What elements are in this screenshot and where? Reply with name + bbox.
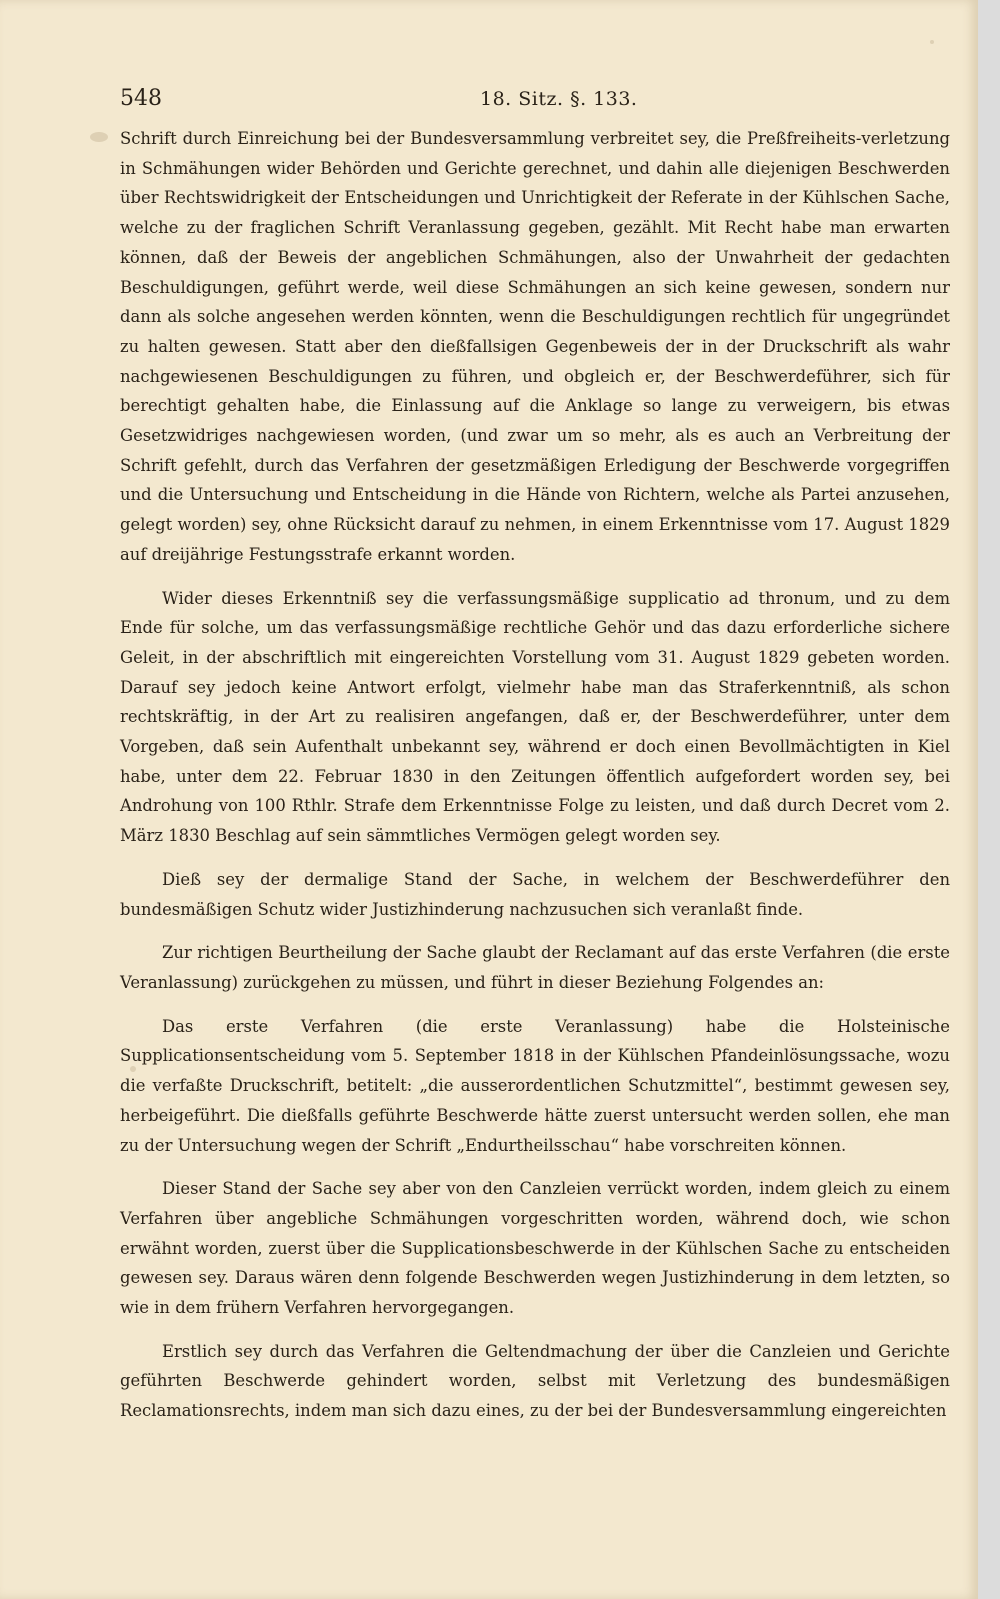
paper-stain — [930, 40, 934, 44]
paragraph: Zur richtigen Beurtheilung der Sache glaubt der Reclamant auf das erste Verfahren (die erste Veranlassung) zurückgehen zu müssen, und führt in dieser Beziehung Folgendes an: — [120, 943, 950, 992]
running-head: 18. Sitz. §. 133. — [480, 88, 638, 110]
scan-margin — [978, 0, 1000, 1599]
paragraph: Erstlich sey durch das Verfahren die Geltendmachung der über die Canzleien und Gerichte geführten Beschwerde gehindert worden, selbst mit Verletzung des bundesmäßigen Reclamationsrechts, indem man sich dazu eines, zu der bei der Bundesversammlung eingereichten — [120, 1341, 950, 1421]
paragraph: Schrift durch Einreichung bei der Bundesversammlung verbreitet sey, die Preßfreiheits-verletzung in Schmähungen wider Behörden und Gerichte gerechnet, und dahin alle diejenigen Beschwerden über Rechtswidrigkeit der Entscheidungen und Unrichtigkeit der Referate in der Kühlschen Sache, welche zu der fraglichen Schrift Veranlassung gegeben, gezählt. Mit Recht habe man erwarten können, daß der Beweis der angeblichen Schmähungen, also der Unwahrheit der gedachten Beschuldigungen, geführt werde, weil diese Schmähungen an sich keine gewesen, sondern nur dann als solche angesehen werden könnten, wenn die Beschuldigungen rechtlich für ungegründet zu halten gewesen. Statt aber den dießfallsigen Gegenbeweis der in der Druckschrift als wahr nachgewiesenen Beschuldigungen zu führen, und obgleich er, der Beschwerdeführer, sich für berechtigt gehalten habe, die Einlassung auf die Anklage so lange zu verweigern, bis etwas Gesetzwidriges nachgewiesen worden, (und zwar um so mehr, als es auch an Verbreitung der Schrift gefehlt, durch das Verfahren der gesetzmäßigen Erledigung der Beschwerde vorgegriffen und die Untersuchung und Entscheidung in die Hände von Richtern, welche als Partei anzusehen, gelegt worden) sey, ohne Rücksicht darauf zu nehmen, in einem Erkenntnisse vom 17. August 1829 auf dreijährige Festungsstrafe erkannt worden. — [120, 129, 950, 564]
paragraph: Das erste Verfahren (die erste Veranlassung) habe die Holsteinische Supplicationsentscheidung vom 5. September 1818 in der Kühlschen Pfandeinlösungssache, wozu die verfaßte Druckschrift, betitelt: „die ausserordentlichen Schutzmittel“, bestimmt gewesen sey, herbeigeführt. Die dießfalls geführte Beschwerde hätte zuerst untersucht werden sollen, ehe man zu der Untersuchung wegen der Schrift „Endurtheilsschau“ habe vorschreiten können. — [120, 1016, 950, 1155]
page-header — [120, 86, 950, 116]
page-number: 548 — [120, 86, 162, 111]
paragraph: Wider dieses Erkenntniß sey die verfassungsmäßige supplicatio ad thronum, und zu dem Ende für solche, um das verfassungsmäßige rechtliche Gehör und das dazu erforderliche sichere Geleit, in der abschriftlich mit eingereichten Vorstellung vom 31. August 1829 gebeten worden. Darauf sey jedoch keine Antwort erfolgt, vielmehr habe man das Straferkenntniß, als schon rechtskräftig, in der Art zu realisiren angefangen, daß er, der Beschwerdeführer, unter dem Vorgeben, daß sein Aufenthalt unbekannt sey, während er doch einen Bevollmächtigten in Kiel habe, unter dem 22. Februar 1830 in den Zeitungen öffentlich aufgefordert worden sey, bei Androhung von 100 Rthlr. Strafe dem Erkenntnisse Folge zu leisten, und daß durch Decret vom 2. März 1830 Beschlag auf sein sämmtliches Vermögen gelegt worden sey. — [120, 588, 950, 846]
body-text — [120, 124, 950, 1440]
paper-stain — [90, 132, 108, 142]
paragraph: Dieser Stand der Sache sey aber von den Canzleien verrückt worden, indem gleich zu einem Verfahren über angebliche Schmähungen vorgeschritten worden, während doch, wie schon erwähnt worden, zuerst über die Supplicationsbeschwerde in der Kühlschen Sache zu entscheiden gewesen sey. Daraus wären denn folgende Beschwerden wegen Justizhinderung in dem letzten, so wie in dem frühern Verfahren hervorgegangen. — [120, 1179, 950, 1318]
paragraph: Dieß sey der dermalige Stand der Sache, in welchem der Beschwerdeführer den bundesmäßigen Schutz wider Justizhinderung nachzusuchen sich veranlaßt finde. — [120, 869, 950, 919]
